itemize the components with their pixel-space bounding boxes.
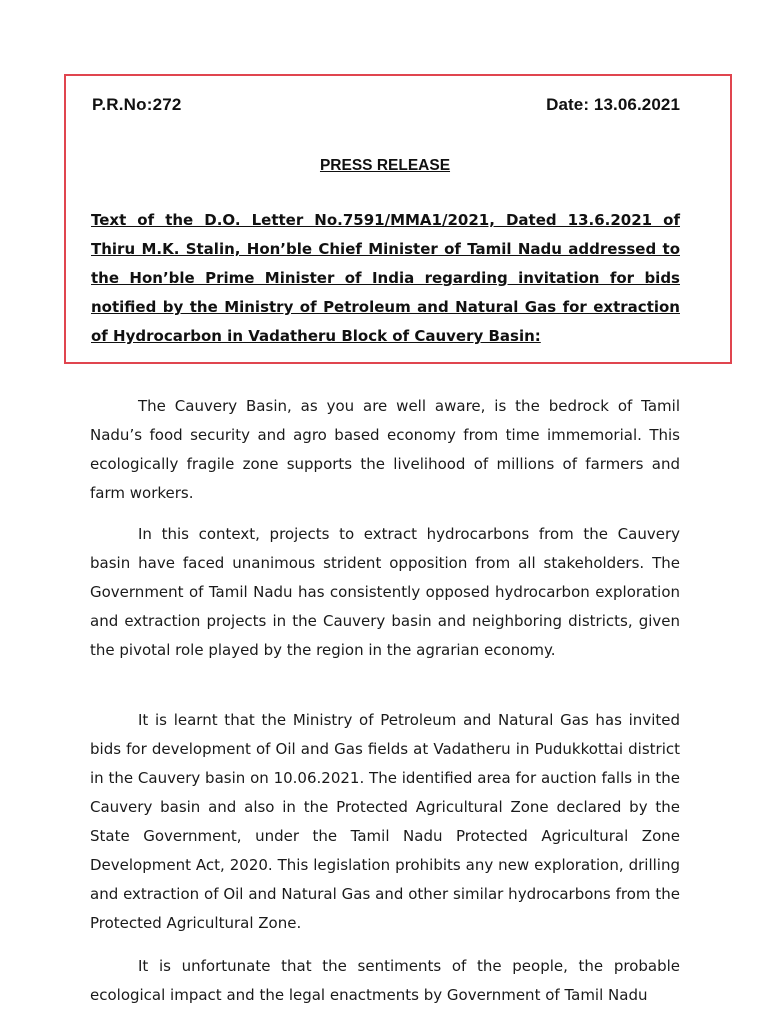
body-paragraph: It is unfortunate that the sentiments of the people, the probable ecological impact and the legal enactments by Government of Tamil Nadu bbox=[90, 957, 680, 1004]
body-paragraph: In this context, projects to extract hydrocarbons from the Cauvery basin have faced unanimous strident opposition from all stakeholders. The Government of Tamil Nadu has consistently opposed hydrocarbon exploration and extraction projects in the Cauvery basin and neighboring districts, given the pivotal role played by the region in the agrarian economy. bbox=[90, 525, 680, 659]
document-title: PRESS RELEASE bbox=[319, 157, 451, 174]
press-release-number: P.R.No:272 bbox=[92, 95, 182, 114]
press-release-date: Date: 13.06.2021 bbox=[546, 95, 680, 114]
body-paragraph: The Cauvery Basin, as you are well aware, is the bedrock of Tamil Nadu’s food security and agro based economy from time immemorial. This ecologically fragile zone supports the livelihood of millions of farmers and farm workers. bbox=[90, 397, 680, 502]
letter-subject: Text of the D.O. Letter No.7591/MMA1/2021, Dated 13.6.2021 of Thiru M.K. Stalin, Hon’ble Chief Minister of Tamil Nadu addressed to the Hon’ble Prime Minister of India regarding invitation for bids notified by the Ministry of Petroleum and Natural Gas for extraction of Hydrocarbon in Vadatheru Block of Cauvery Basin: bbox=[91, 211, 680, 345]
body-paragraph: It is learnt that the Ministry of Petroleum and Natural Gas has invited bids for development of Oil and Gas fields at Vadatheru in Pudukkottai district in the Cauvery basin on 10.06.2021. The identified area for auction falls in the Cauvery basin and also in the Protected Agricultural Zone declared by the State Government, under the Tamil Nadu Protected Agricultural Zone Development Act, 2020. This legislation prohibits any new exploration, drilling and extraction of Oil and Natural Gas and other similar hydrocarbons from the Protected Agricultural Zone. bbox=[90, 711, 680, 932]
